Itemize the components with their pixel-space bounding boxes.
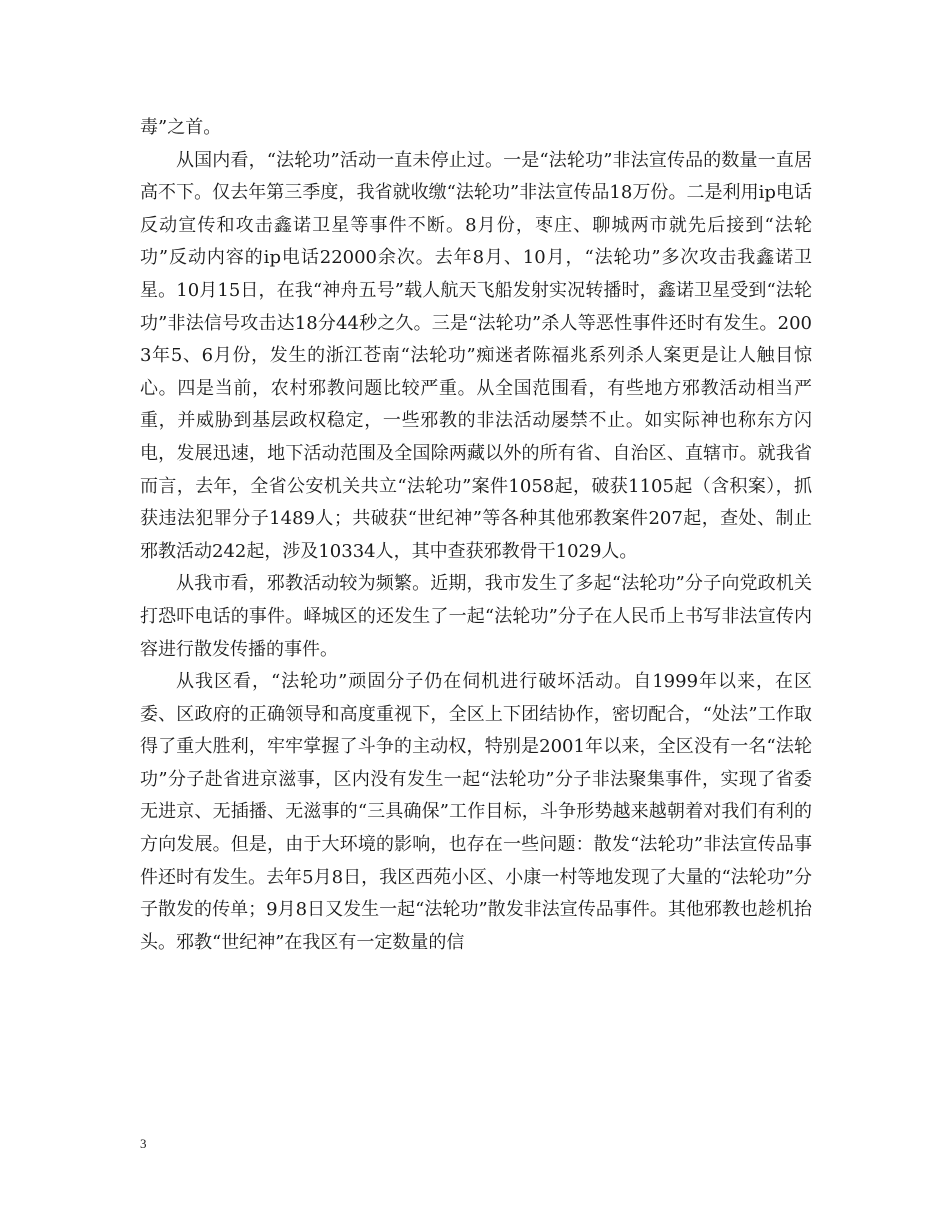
page-number: 3: [140, 1136, 147, 1151]
paragraph-domestic: 从国内看，“法轮功”活动一直未停止过。一是“法轮功”非法宣传品的数量一直居高不下。仅去年第三季度，我省就收缴“法轮功”非法宣传品18万份。二是利用ip电话反动宣传和攻击鑫诺卫星等事件不断。8月份，枣庄、聊城两市就先后接到“法轮功”反动内容的ip电话22000余次。去年8月、10月，“法轮功”多次攻击我鑫诺卫星。10月15日，在我“神舟五号”载人航天飞船发射实况转播时，鑫诺卫星受到“法轮功”非法信号攻击达18分44秒之久。三是“法轮功”杀人等恶性事件还时有发生。2003年5、6月份，发生的浙江苍南“法轮功”痴迷者陈福兆系列杀人案更是让人触目惊心。四是当前，农村邪教问题比较严重。从全国范围看，有些地方邪教活动相当严重，并威胁到基层政权稳定，一些邪教的非法活动屡禁不止。如实际神也称东方闪电，发展迅速，地下活动范围及全国除两藏以外的所有省、自治区、直辖市。就我省而言，去年，全省公安机关共立“法轮功”案件1058起，破获1105起（含积案），抓获违法犯罪分子1489人；共破获“世纪神”等各种其他邪教案件207起，查处、制止邪教活动242起，涉及10334人，其中查获邪教骨干1029人。: [140, 149, 812, 562]
paragraph-city: 从我市看，邪教活动较为频繁。近期，我市发生了多起“法轮功”分子向党政机关打恐吓电话的事件。峄城区的还发生了一起“法轮功”分子在人民币上书写非法宣传内容进行散发传播的事件。: [140, 573, 812, 660]
paragraph-continuation: 毒”之首。: [140, 117, 222, 138]
body-text: [140, 112, 812, 959]
paragraph-district: 从我区看，“法轮功”顽固分子仍在伺机进行破坏活动。自1999年以来，在区委、区政府的正确领导和高度重视下，全区上下团结协作，密切配合，“处法”工作取得了重大胜利，牢牢掌握了斗争的主动权，特别是2001年以来，全区没有一名“法轮功”分子赴省进京滋事，区内没有发生一起“法轮功”分子非法聚集事件，实现了省委无进京、无插播、无滋事的“三具确保”工作目标，斗争形势越来越朝着对我们有利的方向发展。但是，由于大环境的影响，也存在一些问题：散发“法轮功”非法宣传品事件还时有发生。去年5月8日，我区西苑小区、小康一村等地发现了大量的“法轮功”分子散发的传单；9月8日又发生一起“法轮功”散发非法宣传品事件。其他邪教也趁机抬头。邪教“世纪神”在我区有一定数量的信: [140, 671, 812, 953]
